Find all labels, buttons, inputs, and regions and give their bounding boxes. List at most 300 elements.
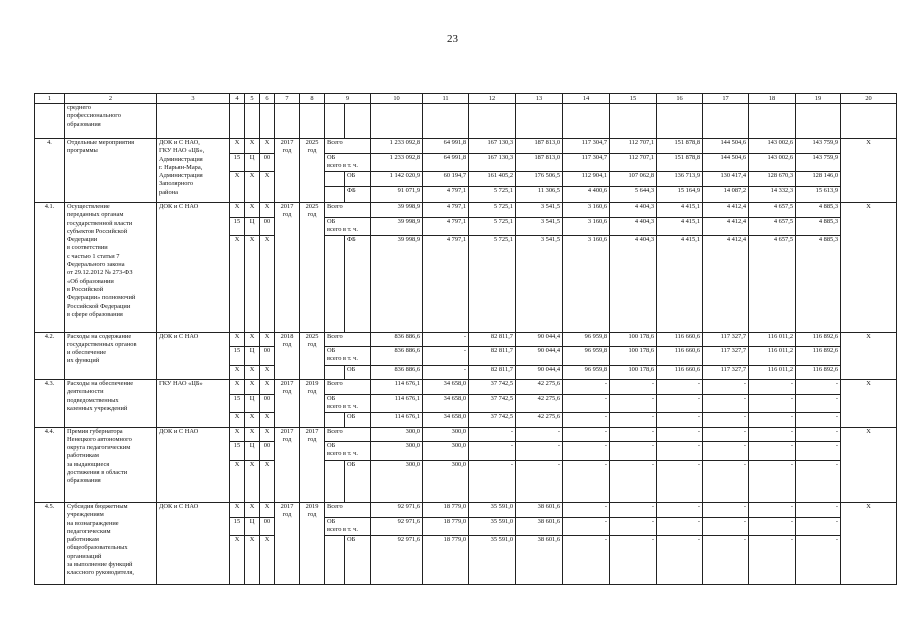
header-cell: 5 [245,94,260,104]
value-cell: 18 779,0 [423,503,469,518]
value-cell: - [563,503,610,518]
value-cell: 82 811,7 [469,347,516,366]
executor: ДОК и С НАО [157,503,230,585]
header-cell: 18 [749,94,796,104]
funding-source: ОБ всего в т. ч. [325,394,371,413]
year-start: 2017 год [275,203,300,333]
value-cell: 92 971,6 [371,536,423,585]
year-start: 2017 год [275,503,300,585]
header-cell: 10 [371,94,423,104]
year-start: 2017 год [275,380,300,428]
value-cell: 836 886,6 [371,365,423,380]
value-cell: 37 742,5 [469,394,516,413]
value-cell: 4 885,3 [796,236,841,333]
value-cell: - [657,442,703,461]
code-cell: 15 [230,394,245,413]
value-cell: - [749,517,796,536]
value-cell: - [749,427,796,442]
code-cell: X [260,365,275,380]
value-cell: - [749,460,796,503]
value-cell: 96 959,8 [563,365,610,380]
empty-cell [749,104,796,139]
value-cell: - [657,413,703,428]
value-cell: 4 412,4 [703,217,749,236]
code-cell: X [245,427,260,442]
value-cell: - [563,442,610,461]
value-cell: - [423,347,469,366]
value-cell: 4 797,1 [423,217,469,236]
code-cell: 00 [260,442,275,461]
code-cell: Ц [245,394,260,413]
value-cell: 5 725,1 [469,217,516,236]
value-cell: 3 541,5 [516,217,563,236]
value-cell: 114 676,1 [371,394,423,413]
value-cell: 143 759,9 [796,153,841,172]
funding-source: ОБ [345,413,371,428]
value-cell: 4 797,1 [423,236,469,333]
value-cell: 38 601,6 [516,517,563,536]
value-cell: 1 142 020,9 [371,172,423,187]
activity-name: Субсидия бюджетным учреждениям на вознаграждение педагогическим работникам общеобразовательных организаций за выполнение функций классного руководителя, [65,503,157,585]
value-cell: - [610,427,657,442]
code-cell: 00 [260,394,275,413]
value-cell: 15 164,9 [657,186,703,203]
funding-source: ФБ [345,236,371,333]
code-cell: X [260,460,275,503]
value-cell: - [610,380,657,395]
value-cell: - [703,380,749,395]
value-cell: - [563,427,610,442]
value-cell: 14 332,3 [749,186,796,203]
code-cell: X [230,172,245,203]
value-cell: - [469,427,516,442]
value-cell: 116 011,2 [749,332,796,347]
value-cell: 143 002,6 [749,139,796,154]
source-indent [325,186,345,203]
empty-cell [841,104,897,139]
code-cell: X [245,139,260,154]
year-end: 2025 год [300,139,325,203]
value-cell: 167 130,3 [469,139,516,154]
value-cell: 96 959,8 [563,347,610,366]
empty-cell [230,104,245,139]
activity-name: Расходы на содержание государственных органов и обеспечение их функций [65,332,157,380]
value-cell: - [796,460,841,503]
header-cell: 20 [841,94,897,104]
year-end: 2025 год [300,332,325,380]
value-cell: - [703,394,749,413]
value-cell: 4 885,3 [796,203,841,218]
value-cell: 107 062,8 [610,172,657,187]
activity-name: Осуществление переданных органам государственной власти субъектов Российской Федерации в соответствии с частью 1 статьи 7 Федерального закона от 29.12.2012 № 273-ФЗ «Об образовании в Российской Федерации» полномочий Российской Федерации в сфере образования [65,203,157,333]
value-cell: - [796,517,841,536]
funding-source: ОБ всего в т. ч. [325,347,371,366]
value-cell: 42 275,6 [516,394,563,413]
header-cell: 4 [230,94,245,104]
code-cell: X [230,413,245,428]
code-cell: Ц [245,442,260,461]
value-cell: 143 759,9 [796,139,841,154]
value-cell: 116 892,6 [796,347,841,366]
value-cell: 39 998,9 [371,236,423,333]
value-cell: 60 194,7 [423,172,469,187]
value-cell: 39 998,9 [371,217,423,236]
col20-cell: X [841,203,897,333]
executor: ДОК и С НАО [157,203,230,333]
row-number: 4. [35,139,65,203]
value-cell: 116 660,6 [657,365,703,380]
table-row [35,380,897,395]
header-cell: 6 [260,94,275,104]
value-cell: - [469,442,516,461]
value-cell: 4 415,1 [657,236,703,333]
value-cell: - [610,394,657,413]
value-cell: 300,0 [371,442,423,461]
code-cell: 15 [230,517,245,536]
empty-cell [516,104,563,139]
header-cell: 2 [65,94,157,104]
value-cell: 4 400,6 [563,186,610,203]
value-cell: 161 405,2 [469,172,516,187]
funding-source: ОБ всего в т. ч. [325,517,371,536]
code-cell: X [230,427,245,442]
col20-cell: X [841,503,897,585]
code-cell: X [260,139,275,154]
code-cell: Ц [245,217,260,236]
empty-cell [703,104,749,139]
value-cell: 90 044,4 [516,365,563,380]
executor: ГКУ НАО «ЦБ» [157,380,230,428]
value-cell: 42 275,6 [516,413,563,428]
value-cell: 116 892,6 [796,365,841,380]
value-cell: 4 657,5 [749,236,796,333]
value-cell: - [516,442,563,461]
code-cell: X [260,380,275,395]
value-cell: 187 813,0 [516,153,563,172]
funding-source: Всего [325,203,371,218]
funding-source: ОБ всего в т. ч. [325,153,371,172]
value-cell: - [703,503,749,518]
value-cell: 136 713,9 [657,172,703,187]
value-cell: - [563,413,610,428]
year-start: 2017 год [275,139,300,203]
year-end: 2019 год [300,380,325,428]
executor: ДОК и С НАО [157,332,230,380]
value-cell: 90 044,4 [516,332,563,347]
col20-cell: X [841,427,897,503]
empty-cell [245,104,260,139]
value-cell: - [657,517,703,536]
code-cell: X [230,460,245,503]
value-cell: 42 275,6 [516,380,563,395]
value-cell: - [749,536,796,585]
code-cell: X [230,536,245,585]
header-cell: 17 [703,94,749,104]
code-cell: 00 [260,347,275,366]
code-cell: Ц [245,347,260,366]
value-cell: - [516,427,563,442]
value-cell: 5 725,1 [469,236,516,333]
value-cell: 4 657,5 [749,203,796,218]
value-cell: - [563,460,610,503]
value-cell: 34 658,0 [423,413,469,428]
row-number: 4.4. [35,427,65,503]
value-cell: 4 412,4 [703,203,749,218]
funding-source: ОБ [345,365,371,380]
code-cell: X [230,365,245,380]
value-cell: 114 676,1 [371,413,423,428]
value-cell: 18 779,0 [423,536,469,585]
value-cell: 176 506,5 [516,172,563,187]
value-cell: 4 885,3 [796,217,841,236]
value-cell: 90 044,4 [516,347,563,366]
value-cell: - [703,442,749,461]
value-cell: 4 415,1 [657,203,703,218]
value-cell: - [796,380,841,395]
funding-source: Всего [325,380,371,395]
value-cell: 5 725,1 [469,203,516,218]
value-cell: - [657,427,703,442]
value-cell: 92 971,6 [371,517,423,536]
value-cell: 300,0 [423,442,469,461]
header-cell: 13 [516,94,563,104]
year-end: 2017 год [300,427,325,503]
funding-source: Всего [325,139,371,154]
code-cell: X [245,460,260,503]
code-cell: X [260,427,275,442]
value-cell: 117 304,7 [563,153,610,172]
table-row [35,503,897,518]
value-cell: - [610,536,657,585]
code-cell: X [230,332,245,347]
value-cell: 117 327,7 [703,365,749,380]
empty-cell [325,104,345,139]
value-cell: - [610,442,657,461]
value-cell: 128 670,3 [749,172,796,187]
value-cell: 112 707,1 [610,153,657,172]
value-cell: 4 404,3 [610,236,657,333]
code-cell: X [245,172,260,203]
row-number: 4.3. [35,380,65,428]
header-cell: 9 [325,94,371,104]
value-cell: - [749,413,796,428]
header-cell: 3 [157,94,230,104]
code-cell: X [245,332,260,347]
value-cell: 167 130,3 [469,153,516,172]
value-cell: 117 327,7 [703,347,749,366]
value-cell: 18 779,0 [423,517,469,536]
activity-name: Расходы на обеспечение деятельности подведомственных казенных учреждений [65,380,157,428]
value-cell: - [703,460,749,503]
code-cell: X [230,503,245,518]
value-cell: 187 813,0 [516,139,563,154]
source-indent [325,236,345,333]
empty-cell [275,104,300,139]
header-cell: 7 [275,94,300,104]
value-cell: 128 146,0 [796,172,841,187]
value-cell: 1 233 092,8 [371,139,423,154]
value-cell: 38 601,6 [516,503,563,518]
empty-cell [610,104,657,139]
value-cell: 37 742,5 [469,413,516,428]
funding-source: ОБ [345,460,371,503]
code-cell: X [260,236,275,333]
empty-cell [260,104,275,139]
value-cell: 100 178,6 [610,347,657,366]
value-cell: - [469,460,516,503]
code-cell: 15 [230,442,245,461]
empty-cell [563,104,610,139]
continuation-row [35,104,897,139]
value-cell: - [657,460,703,503]
value-cell: 3 160,6 [563,236,610,333]
code-cell: X [260,203,275,218]
empty-cell [345,104,371,139]
value-cell: - [703,536,749,585]
value-cell: - [749,380,796,395]
code-cell: 00 [260,153,275,172]
value-cell: 144 504,6 [703,153,749,172]
value-cell: 116 011,2 [749,347,796,366]
value-cell: - [423,365,469,380]
code-cell: 00 [260,517,275,536]
value-cell: 4 415,1 [657,217,703,236]
code-cell: X [245,503,260,518]
funding-source: ОБ всего в т. ч. [325,217,371,236]
value-cell: 116 660,6 [657,332,703,347]
value-cell: - [703,517,749,536]
code-cell: X [245,413,260,428]
value-cell: 34 658,0 [423,394,469,413]
row-number: 4.1. [35,203,65,333]
value-cell: 112 904,1 [563,172,610,187]
value-cell: 64 991,8 [423,153,469,172]
empty-cell [371,104,423,139]
code-cell: 15 [230,347,245,366]
table-row [35,427,897,442]
source-indent [325,536,345,585]
code-cell: X [260,503,275,518]
value-cell: 116 660,6 [657,347,703,366]
funding-source: Всего [325,503,371,518]
value-cell: 4 404,3 [610,203,657,218]
activity-name: Премия губернатора Ненецкого автономного округа педагогическим работникам за выдающиеся достижения в области образования [65,427,157,503]
table-row [35,139,897,154]
funding-source: ОБ [345,536,371,585]
value-cell: 15 613,9 [796,186,841,203]
source-indent [325,460,345,503]
code-cell: X [245,236,260,333]
value-cell: 1 233 092,8 [371,153,423,172]
value-cell: 5 644,3 [610,186,657,203]
value-cell: - [610,413,657,428]
value-cell: 35 591,0 [469,517,516,536]
value-cell: 117 327,7 [703,332,749,347]
value-cell: - [703,427,749,442]
continuation-text: среднего профессионального образования [65,104,157,139]
header-cell: 19 [796,94,841,104]
code-cell: X [230,236,245,333]
value-cell: 836 886,6 [371,347,423,366]
value-cell: - [563,380,610,395]
value-cell: 300,0 [423,460,469,503]
code-cell: Ц [245,517,260,536]
code-cell: X [230,139,245,154]
value-cell: - [563,517,610,536]
value-cell: - [749,394,796,413]
value-cell: 82 811,7 [469,332,516,347]
code-cell: X [260,172,275,203]
value-cell: - [749,442,796,461]
year-end: 2025 год [300,203,325,333]
value-cell: 100 178,6 [610,365,657,380]
value-cell: 300,0 [371,427,423,442]
value-cell: 14 087,2 [703,186,749,203]
code-cell: X [260,413,275,428]
funding-source: ФБ [345,186,371,203]
funding-source: ОБ [345,172,371,187]
value-cell: 3 541,5 [516,236,563,333]
code-cell: 00 [260,217,275,236]
value-cell: 34 658,0 [423,380,469,395]
value-cell: 144 504,6 [703,139,749,154]
row-number: 4.2. [35,332,65,380]
header-cell: 8 [300,94,325,104]
value-cell: - [610,517,657,536]
header-cell: 12 [469,94,516,104]
row-number: 4.5. [35,503,65,585]
code-cell: X [230,380,245,395]
page-number: 23 [447,33,458,45]
value-cell: - [657,394,703,413]
value-cell: - [657,536,703,585]
header-cell: 16 [657,94,703,104]
value-cell: 91 071,9 [371,186,423,203]
value-cell: 4 412,4 [703,236,749,333]
value-cell: 130 417,4 [703,172,749,187]
value-cell: 114 676,1 [371,380,423,395]
value-cell: - [563,536,610,585]
value-cell: - [796,503,841,518]
value-cell: - [796,442,841,461]
code-cell: X [245,203,260,218]
empty-cell [423,104,469,139]
value-cell: 112 707,1 [610,139,657,154]
table-row [35,332,897,347]
col20-cell: X [841,332,897,380]
source-indent [325,365,345,380]
row-number [35,104,65,139]
value-cell: 11 306,5 [516,186,563,203]
value-cell: 4 404,3 [610,217,657,236]
value-cell: - [796,413,841,428]
value-cell: - [703,413,749,428]
value-cell: 35 591,0 [469,503,516,518]
col20-cell: X [841,139,897,203]
year-start: 2017 год [275,427,300,503]
value-cell: 92 971,6 [371,503,423,518]
executor: ДОК и С НАО, ГКУ НАО «ЦБ», Администрация г. Нарьян-Мара, Администрация Заполярного района [157,139,230,203]
value-cell: 117 304,7 [563,139,610,154]
code-cell: 15 [230,153,245,172]
value-cell: - [563,394,610,413]
empty-cell [469,104,516,139]
value-cell: 116 892,6 [796,332,841,347]
code-cell: X [260,536,275,585]
activity-name: Отдельные мероприятия программы [65,139,157,203]
column-numbers-row [35,94,897,104]
empty-cell [157,104,230,139]
